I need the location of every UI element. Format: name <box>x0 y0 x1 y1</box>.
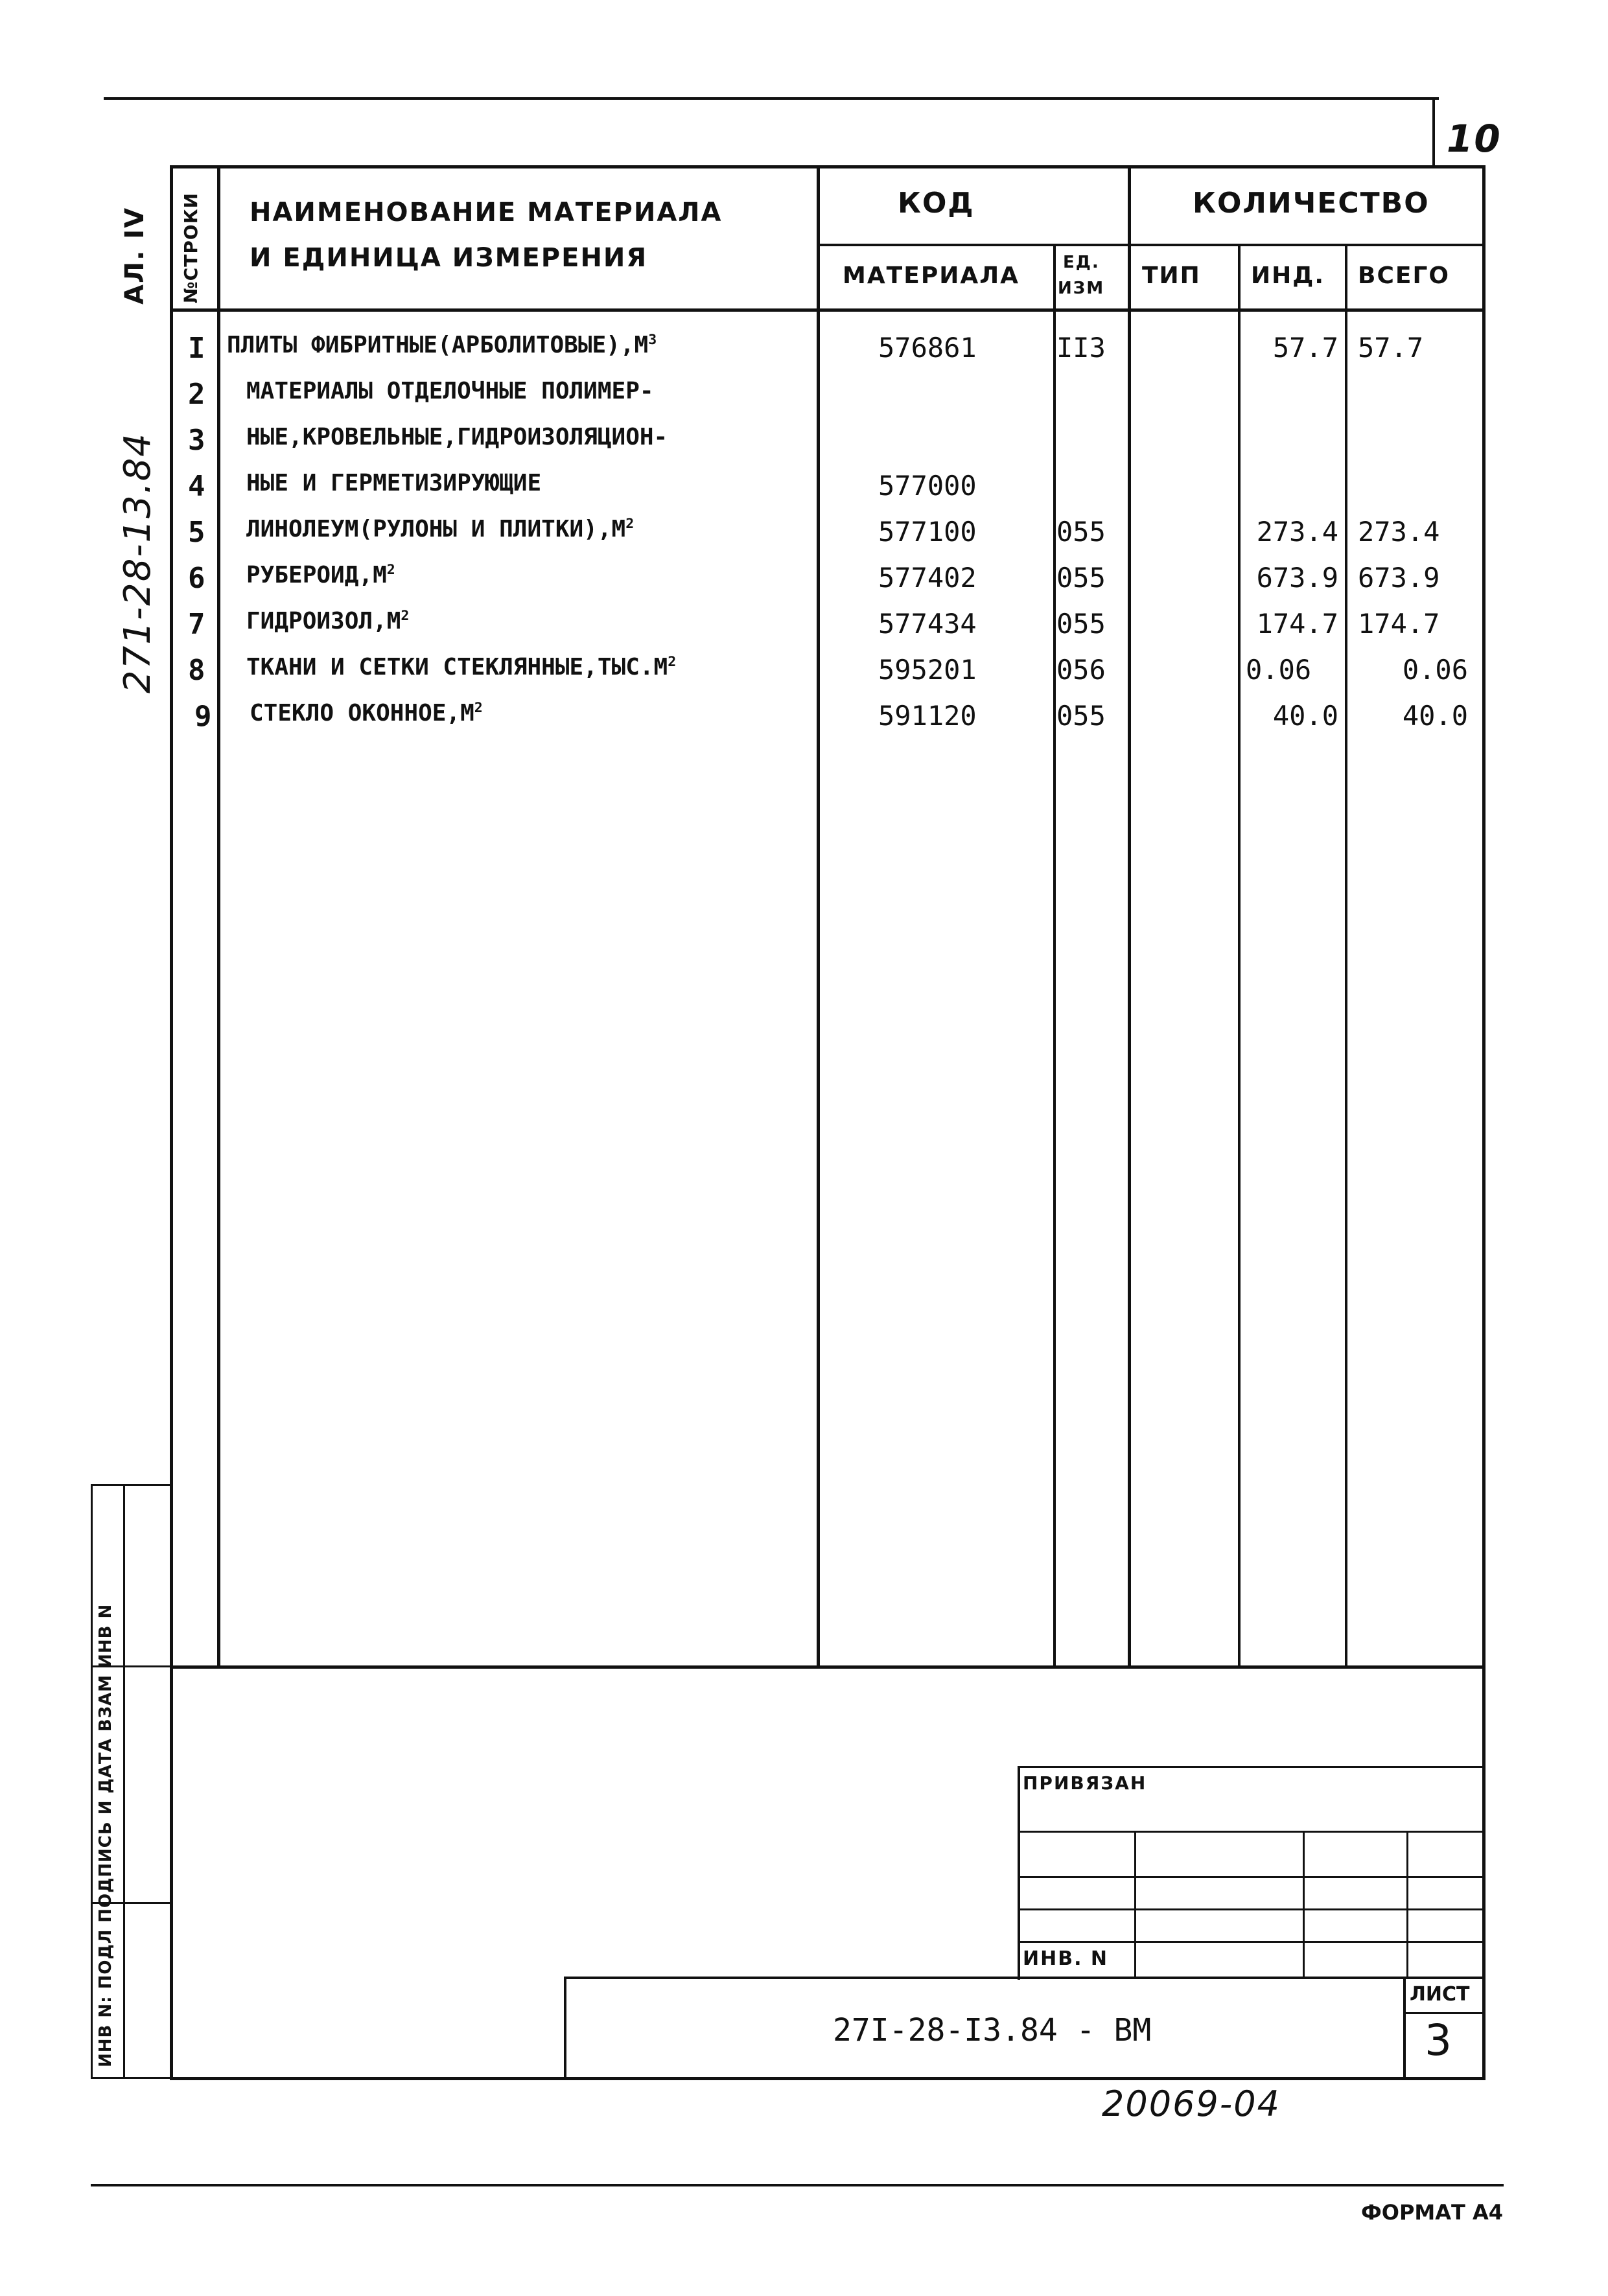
inv-stamp-label: ИНВ N: ПОДЛ ПОДПИСЬ И ДАТА ВЗАМ ИНВ N <box>96 1603 115 2067</box>
stamp-col2 <box>1303 1831 1305 1977</box>
stamp-row1 <box>1018 1831 1484 1833</box>
table-bottom-line <box>170 1665 1484 1669</box>
header-unit-line2: ИЗМ <box>1058 279 1105 298</box>
row-name: ТКАНИ И СЕТКИ $СТЕКЛЯННЫЕ,ТЫС.М^2$ <box>246 654 677 680</box>
stamp-box-top <box>1018 1766 1484 1768</box>
row-total: 0.06 <box>1402 654 1468 686</box>
header-quantity: КОЛИЧЕСТВО <box>1193 187 1430 220</box>
row-code: 577402 <box>878 562 977 594</box>
row-total: 673.9 <box>1358 562 1440 594</box>
page-number: 10 <box>1447 117 1502 161</box>
stamp-bound-label: ПРИВЯЗАН <box>1023 1772 1147 1794</box>
row-name: СТЕКЛО $ОКОННОЕ,М^2$ <box>250 700 483 726</box>
page-bottom-border <box>91 2184 1504 2186</box>
col-line-qty <box>1128 165 1131 1669</box>
album-label: АЛ. IV <box>120 206 150 305</box>
row-name: ЛИНОЛЕУМ(РУЛОНЫ И $ПЛИТКИ),М^2$ <box>246 516 635 542</box>
stamp-col3 <box>1406 1831 1408 1977</box>
row-no: 5 <box>188 516 205 549</box>
row-name: МАТЕРИАЛЫ ОТДЕЛОЧНЫЕ ПОЛИМЕР- <box>246 378 654 404</box>
row-total: 57.7 <box>1358 332 1424 364</box>
row-ind: 174.7 <box>1256 608 1338 640</box>
header-ind: ИНД. <box>1251 262 1325 289</box>
row-unit: II3 <box>1056 332 1106 364</box>
col-line-name <box>817 165 820 1669</box>
row-no: 2 <box>188 378 205 411</box>
margin-box-left <box>91 1484 93 2079</box>
row-code: 576861 <box>878 332 977 364</box>
row-unit: 055 <box>1056 608 1106 640</box>
row-code: 577100 <box>878 516 977 548</box>
stamp-row4 <box>1018 1941 1484 1943</box>
stamp-inv-label: ИНВ. N <box>1023 1947 1109 1970</box>
sheet-box-mid <box>1403 2012 1484 2014</box>
row-ind: 40.0 <box>1272 700 1338 732</box>
row-no: 8 <box>188 654 205 687</box>
row-total: 273.4 <box>1358 516 1440 548</box>
top-border <box>104 97 1439 100</box>
stamp-row2 <box>1018 1876 1484 1878</box>
row-no: 7 <box>188 608 205 641</box>
page-num-box-left <box>1432 97 1435 168</box>
row-unit: 055 <box>1056 562 1106 594</box>
header-code: КОД <box>898 187 975 220</box>
margin-box-bottom <box>91 2077 172 2079</box>
header-total: ВСЕГО <box>1358 262 1450 289</box>
row-name: ПЛИТЫ $ФИБРИТНЫЕ(АРБОЛИТОВЫЕ),М^3$ <box>227 332 657 358</box>
header-mid-line <box>817 244 1484 246</box>
handwritten-number: 20069-04 <box>1102 2083 1281 2124</box>
row-unit: 055 <box>1056 516 1106 548</box>
frame-left <box>170 165 173 2080</box>
sheet-box-left <box>1403 1977 1406 2079</box>
row-total: 40.0 <box>1402 700 1468 732</box>
frame-top <box>170 165 1486 168</box>
header-row-no: №СТРОКИ <box>180 192 202 303</box>
row-code: 595201 <box>878 654 977 686</box>
row-no: 3 <box>188 424 205 457</box>
row-no: 4 <box>188 470 205 503</box>
stamp-row3 <box>1018 1908 1484 1910</box>
designation-box-top <box>564 1977 1484 1979</box>
header-name-line1: НАИМЕНОВАНИЕ МАТЕРИАЛА <box>250 198 723 227</box>
frame-right <box>1482 165 1486 2080</box>
row-ind: 0.06 <box>1246 654 1312 686</box>
row-no: 9 <box>194 700 212 733</box>
header-typ: ТИП <box>1142 262 1201 289</box>
row-no: 6 <box>188 562 205 595</box>
format-label: ФОРМАТ А4 <box>1361 2200 1503 2225</box>
row-no: I <box>188 332 205 365</box>
row-code: 577434 <box>878 608 977 640</box>
margin-box-mid <box>123 1484 125 2079</box>
col-line-ind <box>1345 246 1347 1669</box>
row-name: $ГИДРОИЗОЛ,М^2$ <box>246 608 410 634</box>
designation-box-left <box>564 1977 566 2079</box>
row-name: $РУБЕРОИД,М^2$ <box>246 562 395 588</box>
row-name: НЫЕ,КРОВЕЛЬНЫЕ,ГИДРОИЗОЛЯЦИОН- <box>246 424 668 450</box>
row-name: НЫЕ И ГЕРМЕТИЗИРУЮЩИЕ <box>246 470 542 496</box>
header-name-line2: И ЕДИНИЦА ИЗМЕРЕНИЯ <box>250 243 648 273</box>
row-total: 174.7 <box>1358 608 1440 640</box>
margin-box-top <box>91 1484 172 1486</box>
row-code: 577000 <box>878 470 977 502</box>
sheet-label: ЛИСТ <box>1410 1983 1470 2006</box>
header-unit-line1: ЕД. <box>1063 253 1100 272</box>
frame-bottom <box>170 2077 1486 2080</box>
row-ind: 273.4 <box>1256 516 1338 548</box>
row-code: 591120 <box>878 700 977 732</box>
header-material: МАТЕРИАЛА <box>843 262 1020 289</box>
doc-code-handwritten: 271-28-13.84 <box>117 432 159 693</box>
header-bottom-line <box>170 308 1484 312</box>
row-ind: 673.9 <box>1256 562 1338 594</box>
row-unit: 056 <box>1056 654 1106 686</box>
col-line-typ <box>1238 246 1241 1669</box>
col-line-unit <box>1053 246 1056 1669</box>
stamp-col1 <box>1134 1831 1136 1977</box>
stamp-box-left <box>1018 1766 1020 1980</box>
col-line-no <box>217 165 220 1669</box>
document-designation: 27I-28-I3.84 - ВМ <box>833 2012 1152 2048</box>
sheet-number: 3 <box>1425 2015 1452 2065</box>
row-unit: 055 <box>1056 700 1106 732</box>
row-ind: 57.7 <box>1272 332 1338 364</box>
